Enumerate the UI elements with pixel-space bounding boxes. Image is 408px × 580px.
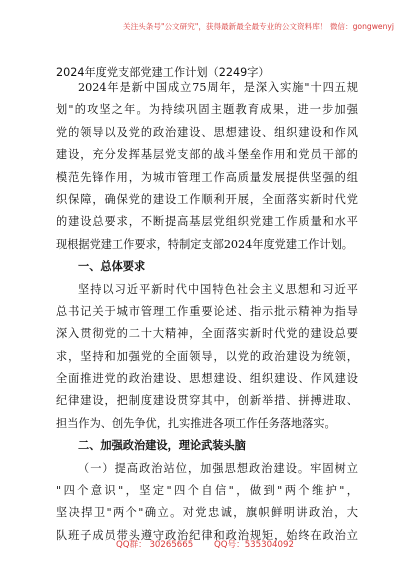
paragraph-line: 2024年是新中国成立75周年，是深入实施"十四五规 [78,81,358,94]
paragraph-line: 求，坚持和加强党的全面领导，以党的政治建设为统领， [56,349,358,363]
paragraph-line: 队班子成员带头遵守政治纪律和政治规矩，始终在政治立 [56,528,358,542]
paragraph-line: 划"的攻坚之年。为持续巩固主题教育成果，进一步加强 [56,103,358,117]
paragraph-line: 现根据党建工作要求，特制定支部2024年度党建工作计划。 [56,237,353,251]
paragraph-line: 党的领导以及党的政治建设、思想建设、组织建设和作风 [56,125,358,139]
paragraph-line: 担当作为、创先争优，扎实推进各项工作任务落地落实。 [56,416,336,430]
qq-group-number: QQ群： 30265665 [116,540,194,550]
paragraph-line: 深入贯彻党的二十大精神，全面落实新时代党的建设总要 [56,327,358,341]
paragraph-line: "四个意识"，坚定"四个自信"，做到"两个维护"， [56,484,358,498]
section-heading: 一、总体要求 [78,260,146,274]
paragraph-line: 坚持以习近平新时代中国特色社会主义思想和习近平 [78,282,358,296]
paragraph-line: 建设，充分发挥基层党支部的战斗堡垒作用和党员干部的 [56,148,358,162]
section-heading: 二、加强政治建设，理论武装头脑 [78,439,246,453]
paragraph-line: 全面推进党的政治建设、思想建设、组织建设、作风建设 [56,372,358,386]
paragraph-line: 织保障，确保党的建设工作顺利开展，全面落实新时代党 [56,192,358,206]
top-banner: 关注头条号"公文研究"，获得最新最全最专业的公文资料库！ 微信：gongwenyj [122,22,394,31]
paragraph-line: 模范先锋作用，为城市管理工作高质量发展提供坚强的组 [56,170,358,184]
qq-account-number: QQ号：535304092 [214,540,294,550]
paragraph-line: 坚决捍卫"两个"确立。对党忠诚，旗帜鲜明讲政治，大 [56,506,358,520]
document-body [56,77,358,547]
paragraph-line: 总书记关于城市管理工作重要论述、指示批示精神为指导 [56,304,358,318]
paragraph-line: 的建设总要求，不断提高基层党组织党建工作质量和水平 [56,215,358,229]
paragraph-line: 纪律建设，把制度建设贯穿其中，创新举措、拼搏进取、 [56,394,358,408]
document-title: 2024年度党支部党建工作计划（2249字） [56,66,270,79]
paragraph-line: （一）提高政治站位，加强思想政治建设。牢固树立 [78,461,358,475]
